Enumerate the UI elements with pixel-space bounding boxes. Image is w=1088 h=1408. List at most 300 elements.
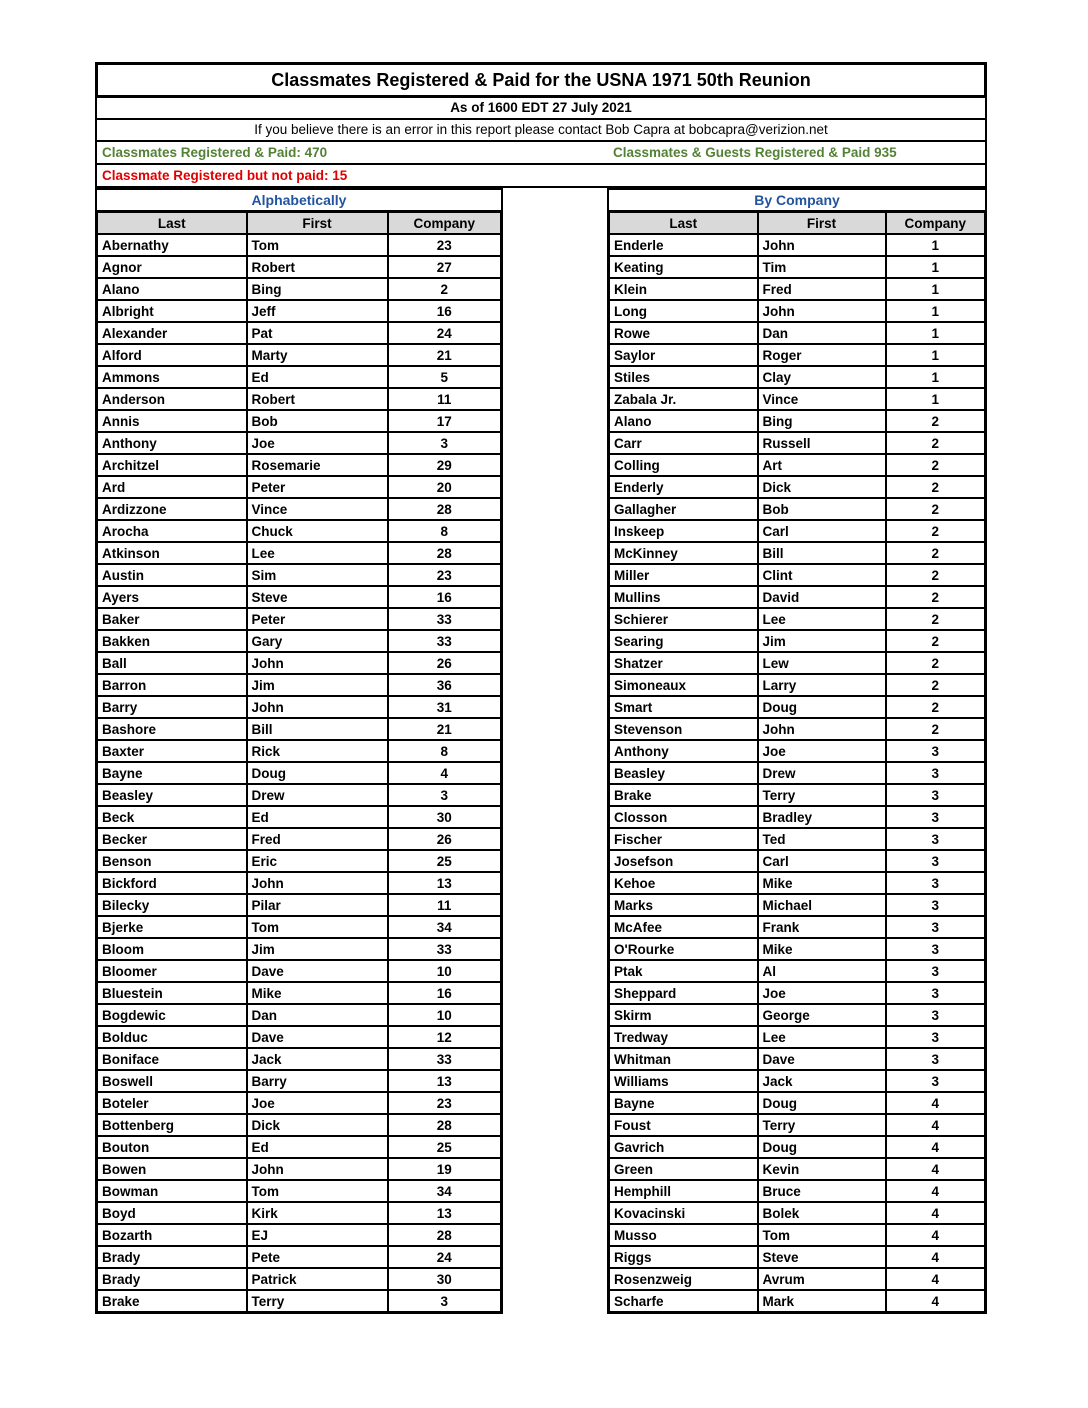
- column-header-first: First: [247, 212, 388, 235]
- cell-first: Carl: [758, 850, 886, 872]
- cell-last: Skirm: [609, 1004, 758, 1026]
- table-row: [609, 1180, 986, 1202]
- cell-last: Beasley: [97, 784, 247, 806]
- cell-company: 3: [886, 1048, 986, 1070]
- cell-last: Musso: [609, 1224, 758, 1246]
- cell-last: Bloomer: [97, 960, 247, 982]
- cell-first: Bing: [247, 278, 388, 300]
- cell-first: Dan: [247, 1004, 388, 1026]
- cell-last: Baker: [97, 608, 247, 630]
- table-row: [609, 410, 986, 432]
- cell-first: Clay: [758, 366, 886, 388]
- table-row: [609, 872, 986, 894]
- cell-company: 1: [886, 322, 986, 344]
- cell-last: Schierer: [609, 608, 758, 630]
- table-row: [609, 762, 986, 784]
- cell-first: Bill: [758, 542, 886, 564]
- cell-first: Terry: [247, 1290, 388, 1313]
- cell-company: 2: [886, 410, 986, 432]
- cell-last: Rowe: [609, 322, 758, 344]
- cell-company: 4: [886, 1224, 986, 1246]
- cell-last: McAfee: [609, 916, 758, 938]
- cell-last: Bozarth: [97, 1224, 247, 1246]
- cell-last: Saylor: [609, 344, 758, 366]
- cell-first: Carl: [758, 520, 886, 542]
- cell-first: Roger: [758, 344, 886, 366]
- cell-company: 28: [388, 1224, 502, 1246]
- cell-company: 3: [886, 762, 986, 784]
- table-row: [97, 1004, 502, 1026]
- cell-company: 3: [886, 1004, 986, 1026]
- table-row: [609, 630, 986, 652]
- cell-last: Baxter: [97, 740, 247, 762]
- table-row: [97, 806, 502, 828]
- table-row: [97, 344, 502, 366]
- table-row: [97, 1158, 502, 1180]
- cell-last: Anderson: [97, 388, 247, 410]
- cell-first: Drew: [247, 784, 388, 806]
- table-row: [609, 1290, 986, 1313]
- table-row: [609, 850, 986, 872]
- by-company-table: [607, 210, 987, 1314]
- cell-last: Boteler: [97, 1092, 247, 1114]
- cell-company: 3: [886, 938, 986, 960]
- table-row: [609, 498, 986, 520]
- table-row: [609, 1246, 986, 1268]
- cell-last: Whitman: [609, 1048, 758, 1070]
- cell-first: Lee: [247, 542, 388, 564]
- cell-first: Pilar: [247, 894, 388, 916]
- cell-company: 4: [886, 1180, 986, 1202]
- cell-company: 4: [886, 1202, 986, 1224]
- cell-last: Bloom: [97, 938, 247, 960]
- cell-first: Bruce: [758, 1180, 886, 1202]
- cell-last: Keating: [609, 256, 758, 278]
- by-company-table-wrap: [607, 188, 987, 1314]
- cell-first: Dave: [247, 960, 388, 982]
- cell-last: Simoneaux: [609, 674, 758, 696]
- cell-company: 4: [886, 1092, 986, 1114]
- cell-last: Architzel: [97, 454, 247, 476]
- table-row: [609, 828, 986, 850]
- cell-company: 3: [388, 784, 502, 806]
- cell-first: Joe: [758, 982, 886, 1004]
- cell-last: Anthony: [97, 432, 247, 454]
- table-row: [609, 234, 986, 256]
- cell-last: Annis: [97, 410, 247, 432]
- table-row: [609, 432, 986, 454]
- table-row: [97, 762, 502, 784]
- table-row: [97, 1114, 502, 1136]
- cell-last: Brady: [97, 1246, 247, 1268]
- cell-company: 36: [388, 674, 502, 696]
- cell-last: Agnor: [97, 256, 247, 278]
- table-row: [609, 278, 986, 300]
- table-row: [97, 872, 502, 894]
- cell-first: Joe: [758, 740, 886, 762]
- table-row: [609, 1268, 986, 1290]
- cell-first: Ed: [247, 1136, 388, 1158]
- table-row: [609, 322, 986, 344]
- table-row: [97, 608, 502, 630]
- cell-first: Kevin: [758, 1158, 886, 1180]
- cell-company: 2: [886, 498, 986, 520]
- cell-last: Becker: [97, 828, 247, 850]
- cell-company: 3: [886, 894, 986, 916]
- cell-company: 23: [388, 564, 502, 586]
- cell-company: 16: [388, 586, 502, 608]
- cell-last: Colling: [609, 454, 758, 476]
- cell-last: Abernathy: [97, 234, 247, 256]
- cell-last: Brake: [609, 784, 758, 806]
- cell-company: 24: [388, 322, 502, 344]
- cell-last: Williams: [609, 1070, 758, 1092]
- table-row: [97, 1092, 502, 1114]
- cell-last: Ardizzone: [97, 498, 247, 520]
- table-row: [609, 916, 986, 938]
- cell-company: 33: [388, 938, 502, 960]
- table-row: [97, 1246, 502, 1268]
- cell-last: Bickford: [97, 872, 247, 894]
- cell-company: 5: [388, 366, 502, 388]
- table-row: [97, 476, 502, 498]
- table-row: [97, 278, 502, 300]
- cell-company: 1: [886, 388, 986, 410]
- cell-first: Mike: [758, 872, 886, 894]
- cell-last: Stiles: [609, 366, 758, 388]
- cell-last: Beck: [97, 806, 247, 828]
- table-row: [97, 1136, 502, 1158]
- cell-company: 2: [886, 608, 986, 630]
- column-header-company: Company: [388, 212, 502, 235]
- tables-section: [95, 188, 987, 1314]
- cell-first: Doug: [758, 696, 886, 718]
- cell-company: 2: [886, 476, 986, 498]
- table-row: [97, 652, 502, 674]
- table-row: [97, 498, 502, 520]
- cell-company: 21: [388, 718, 502, 740]
- cell-company: 33: [388, 1048, 502, 1070]
- cell-first: Jim: [247, 938, 388, 960]
- table-row: [97, 982, 502, 1004]
- table-row: [97, 234, 502, 256]
- cell-company: 4: [886, 1158, 986, 1180]
- cell-last: Bottenberg: [97, 1114, 247, 1136]
- cell-last: Ball: [97, 652, 247, 674]
- cell-last: Arocha: [97, 520, 247, 542]
- column-header-company: Company: [886, 212, 986, 235]
- cell-company: 3: [886, 850, 986, 872]
- table-row: [97, 1224, 502, 1246]
- table-row: [609, 652, 986, 674]
- table-row: [97, 740, 502, 762]
- by-company-table-title: By Company: [607, 188, 987, 210]
- table-row: [97, 410, 502, 432]
- cell-last: Austin: [97, 564, 247, 586]
- cell-last: O'Rourke: [609, 938, 758, 960]
- table-row: [97, 300, 502, 322]
- cell-company: 16: [388, 982, 502, 1004]
- cell-company: 30: [388, 806, 502, 828]
- cell-last: Ammons: [97, 366, 247, 388]
- table-row: [97, 542, 502, 564]
- cell-last: Albright: [97, 300, 247, 322]
- cell-last: Gavrich: [609, 1136, 758, 1158]
- cell-first: Tim: [758, 256, 886, 278]
- table-row: [97, 520, 502, 542]
- table-row: [609, 1004, 986, 1026]
- cell-company: 31: [388, 696, 502, 718]
- cell-last: Ard: [97, 476, 247, 498]
- cell-company: 4: [886, 1246, 986, 1268]
- cell-last: Fischer: [609, 828, 758, 850]
- cell-last: Bowman: [97, 1180, 247, 1202]
- cell-last: Bayne: [97, 762, 247, 784]
- table-row: [609, 542, 986, 564]
- table-row: [97, 938, 502, 960]
- cell-first: Doug: [247, 762, 388, 784]
- cell-company: 28: [388, 498, 502, 520]
- cell-company: 23: [388, 1092, 502, 1114]
- cell-first: Russell: [758, 432, 886, 454]
- cell-first: Marty: [247, 344, 388, 366]
- cell-first: Vince: [247, 498, 388, 520]
- cell-first: Jim: [758, 630, 886, 652]
- cell-first: Lew: [758, 652, 886, 674]
- table-row: [609, 520, 986, 542]
- cell-last: Long: [609, 300, 758, 322]
- cell-first: Dan: [758, 322, 886, 344]
- table-row: [97, 1180, 502, 1202]
- summary-counts-row: [95, 142, 987, 165]
- cell-company: 4: [886, 1114, 986, 1136]
- cell-last: Boniface: [97, 1048, 247, 1070]
- cell-first: Terry: [758, 1114, 886, 1136]
- cell-first: John: [247, 872, 388, 894]
- cell-company: 2: [886, 674, 986, 696]
- cell-company: 2: [886, 586, 986, 608]
- table-row: [97, 366, 502, 388]
- cell-last: Alano: [609, 410, 758, 432]
- cell-first: Bolek: [758, 1202, 886, 1224]
- cell-last: Bowen: [97, 1158, 247, 1180]
- cell-company: 25: [388, 850, 502, 872]
- cell-company: 2: [886, 718, 986, 740]
- column-header-last: Last: [97, 212, 247, 235]
- not-paid-count-row: [95, 165, 987, 188]
- cell-first: Fred: [758, 278, 886, 300]
- table-row: [97, 454, 502, 476]
- cell-last: Riggs: [609, 1246, 758, 1268]
- cell-last: Brake: [97, 1290, 247, 1313]
- table-row: [97, 1026, 502, 1048]
- table-row: [609, 1092, 986, 1114]
- table-row: [609, 1202, 986, 1224]
- cell-company: 4: [388, 762, 502, 784]
- cell-first: Larry: [758, 674, 886, 696]
- cell-company: 24: [388, 1246, 502, 1268]
- table-row: [97, 674, 502, 696]
- cell-first: Dave: [247, 1026, 388, 1048]
- table-row: [609, 344, 986, 366]
- cell-company: 13: [388, 872, 502, 894]
- cell-first: Chuck: [247, 520, 388, 542]
- table-row: [97, 432, 502, 454]
- cell-company: 3: [886, 1070, 986, 1092]
- cell-first: John: [247, 696, 388, 718]
- table-row: [609, 1070, 986, 1092]
- table-row: [609, 894, 986, 916]
- cell-company: 2: [886, 652, 986, 674]
- table-row: [609, 806, 986, 828]
- cell-company: 27: [388, 256, 502, 278]
- cell-first: Vince: [758, 388, 886, 410]
- cell-last: Bogdewic: [97, 1004, 247, 1026]
- cell-company: 1: [886, 234, 986, 256]
- column-header-row: [97, 212, 502, 235]
- cell-company: 2: [886, 696, 986, 718]
- cell-last: Bjerke: [97, 916, 247, 938]
- table-row: [609, 938, 986, 960]
- cell-last: Miller: [609, 564, 758, 586]
- cell-company: 1: [886, 256, 986, 278]
- cell-first: EJ: [247, 1224, 388, 1246]
- cell-company: 3: [886, 740, 986, 762]
- cell-first: Tom: [247, 1180, 388, 1202]
- cell-first: Patrick: [247, 1268, 388, 1290]
- cell-company: 21: [388, 344, 502, 366]
- cell-last: Beasley: [609, 762, 758, 784]
- cell-last: Boswell: [97, 1070, 247, 1092]
- cell-last: Benson: [97, 850, 247, 872]
- cell-company: 2: [388, 278, 502, 300]
- table-row: [609, 608, 986, 630]
- cell-last: McKinney: [609, 542, 758, 564]
- cell-company: 1: [886, 278, 986, 300]
- cell-first: Pete: [247, 1246, 388, 1268]
- cell-company: 2: [886, 564, 986, 586]
- cell-last: Smart: [609, 696, 758, 718]
- cell-last: Marks: [609, 894, 758, 916]
- table-row: [609, 1048, 986, 1070]
- cell-first: Ed: [247, 366, 388, 388]
- cell-last: Bashore: [97, 718, 247, 740]
- cell-last: Ptak: [609, 960, 758, 982]
- table-row: [609, 366, 986, 388]
- column-header-last: Last: [609, 212, 758, 235]
- cell-last: Barron: [97, 674, 247, 696]
- cell-company: 10: [388, 1004, 502, 1026]
- cell-first: Kirk: [247, 1202, 388, 1224]
- cell-company: 28: [388, 542, 502, 564]
- cell-first: Jeff: [247, 300, 388, 322]
- table-row: [97, 850, 502, 872]
- cell-company: 29: [388, 454, 502, 476]
- table-row: [609, 960, 986, 982]
- cell-last: Atkinson: [97, 542, 247, 564]
- table-row: [609, 1158, 986, 1180]
- cell-last: Alano: [97, 278, 247, 300]
- cell-company: 4: [886, 1136, 986, 1158]
- cell-company: 11: [388, 388, 502, 410]
- cell-first: John: [758, 718, 886, 740]
- cell-first: Rick: [247, 740, 388, 762]
- table-row: [609, 1224, 986, 1246]
- table-row: [97, 256, 502, 278]
- cell-last: Anthony: [609, 740, 758, 762]
- cell-first: Pat: [247, 322, 388, 344]
- table-row: [97, 828, 502, 850]
- cell-first: Michael: [758, 894, 886, 916]
- cell-first: Bill: [247, 718, 388, 740]
- cell-first: Lee: [758, 1026, 886, 1048]
- cell-company: 20: [388, 476, 502, 498]
- cell-company: 34: [388, 916, 502, 938]
- table-row: [609, 740, 986, 762]
- cell-first: Joe: [247, 432, 388, 454]
- cell-first: Ted: [758, 828, 886, 850]
- table-row: [97, 718, 502, 740]
- table-row: [609, 784, 986, 806]
- cell-last: Mullins: [609, 586, 758, 608]
- table-row: [97, 630, 502, 652]
- table-row: [609, 586, 986, 608]
- cell-first: Frank: [758, 916, 886, 938]
- guests-registered-paid-count: Classmates & Guests Registered & Paid 935: [613, 145, 897, 160]
- cell-company: 8: [388, 740, 502, 762]
- cell-company: 2: [886, 520, 986, 542]
- cell-first: Tom: [247, 916, 388, 938]
- table-row: [609, 300, 986, 322]
- cell-first: Terry: [758, 784, 886, 806]
- cell-first: Drew: [758, 762, 886, 784]
- cell-company: 3: [886, 916, 986, 938]
- cell-last: Sheppard: [609, 982, 758, 1004]
- table-row: [97, 564, 502, 586]
- cell-company: 33: [388, 608, 502, 630]
- table-row: [97, 1290, 502, 1313]
- cell-first: John: [758, 234, 886, 256]
- cell-first: Tom: [758, 1224, 886, 1246]
- table-row: [609, 564, 986, 586]
- table-row: [609, 1026, 986, 1048]
- cell-company: 3: [886, 960, 986, 982]
- cell-company: 13: [388, 1202, 502, 1224]
- table-row: [97, 960, 502, 982]
- cell-company: 2: [886, 454, 986, 476]
- cell-first: Rosemarie: [247, 454, 388, 476]
- alphabetical-table-title: Alphabetically: [95, 188, 503, 210]
- cell-company: 34: [388, 1180, 502, 1202]
- cell-first: Sim: [247, 564, 388, 586]
- cell-company: 1: [886, 344, 986, 366]
- cell-first: Jack: [758, 1070, 886, 1092]
- cell-company: 16: [388, 300, 502, 322]
- cell-first: John: [247, 652, 388, 674]
- table-row: [97, 894, 502, 916]
- cell-company: 1: [886, 366, 986, 388]
- as-of-timestamp: As of 1600 EDT 27 July 2021: [95, 98, 987, 120]
- table-row: [97, 1070, 502, 1092]
- cell-first: Tom: [247, 234, 388, 256]
- column-header-row: [609, 212, 986, 235]
- cell-first: Robert: [247, 388, 388, 410]
- report-sheet: [95, 62, 987, 1314]
- table-row: [609, 1136, 986, 1158]
- cell-last: Closson: [609, 806, 758, 828]
- cell-last: Shatzer: [609, 652, 758, 674]
- cell-company: 17: [388, 410, 502, 432]
